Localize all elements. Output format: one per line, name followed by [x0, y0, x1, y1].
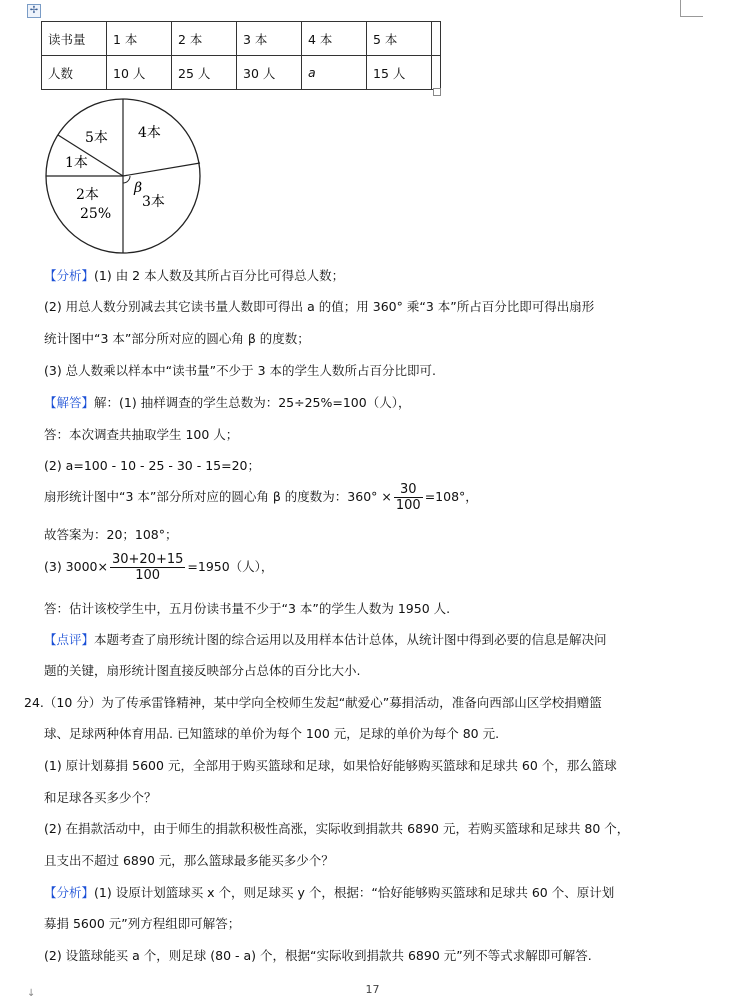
table-resize-handle[interactable]	[433, 88, 441, 96]
analysis-line-1	[44, 266, 344, 284]
question-24-analysis-line-2: 募捐 5600 元”列方程组即可解答；	[44, 916, 241, 931]
page-number: 17	[365, 983, 380, 996]
table-row	[42, 56, 441, 90]
solution-line-3: (2) a=100 - 10 - 25 - 30 - 15=20；	[44, 458, 261, 473]
pie-label-5ben: 5本	[85, 130, 108, 146]
table-cell: 30 人	[237, 56, 302, 90]
table-cell: 1 本	[107, 22, 172, 56]
question-24-line-6: 且支出不超过 6890 元，那么篮球最多能买多少个？	[44, 853, 334, 868]
table-move-handle-icon[interactable]: ✢	[27, 4, 41, 18]
pie-label-3ben: 3本	[142, 194, 165, 210]
table-cell: 读书量	[42, 22, 107, 56]
table-cell: 4 本	[302, 22, 367, 56]
fraction-numerator: 30	[394, 482, 423, 498]
analysis-text: (1) 设原计划篮球买 x 个，则足球买 y 个，根据：“恰好能够购买篮球和足球共 60 个、原计划	[94, 885, 615, 900]
fraction-numerator: 30+20+15	[111, 552, 184, 567]
pie-label-beta: β	[134, 180, 143, 196]
table-cell: 25 人	[172, 56, 237, 90]
table-cell: 2 本	[172, 22, 237, 56]
fraction	[110, 552, 185, 583]
table-cell: 15 人	[367, 56, 432, 90]
formula-prefix: 扇形统计图中“3 本”部分所对应的圆心角 β 的度数为：360° ×	[44, 489, 392, 504]
solution-line-5: 故答案为：20；108°；	[44, 527, 178, 542]
row-end-mark	[432, 22, 441, 56]
question-24-line-4: 和足球各买多少个？	[44, 790, 157, 805]
comment-tag: 【点评】	[44, 632, 95, 647]
table-cell: 5 本	[367, 22, 432, 56]
question-24-line-2: 球、足球两种体育用品. 已知篮球的单价为每个 100 元，足球的单价为每个 80 元.	[44, 726, 500, 741]
table-cell: 10 人	[107, 56, 172, 90]
pie-label-2ben: 2本	[76, 187, 99, 203]
solution-tag: 【解答】	[44, 395, 95, 410]
row-end-mark	[432, 56, 441, 90]
solution-line-7: 答：估计该校学生中，五月份读书量不少于“3 本”的学生人数为 1950 人.	[44, 601, 451, 616]
fraction	[394, 482, 423, 513]
formula-suffix: =108°，	[424, 489, 478, 504]
paragraph-mark: ↓	[27, 988, 36, 999]
solution-line-4	[44, 482, 478, 513]
question-24-line-1: 24.（10 分）为了传承雷锋精神，某中学向全校师生发起“献爱心”募捐活动，准备向西部山区学校捐赠篮	[24, 695, 602, 710]
question-24-analysis-line-1	[44, 883, 614, 901]
page-corner-mark	[680, 0, 703, 17]
table-cell: 3 本	[237, 22, 302, 56]
reading-stats-table	[41, 21, 441, 90]
comment-text: 本题考查了扇形统计图的综合运用以及用样本估计总体，从统计图中得到必要的信息是解决问	[94, 632, 607, 647]
question-24-analysis-line-3: (2) 设篮球能买 a 个，则足球 (80 - a) 个，根据“实际收到捐款共 6890 元”列不等式求解即可解答.	[44, 948, 592, 963]
pie-label-1ben: 1本	[65, 155, 88, 171]
fraction-denominator: 100	[135, 568, 161, 583]
solution-line-6	[44, 552, 273, 583]
formula-suffix: =1950（人），	[187, 559, 274, 574]
fraction-denominator: 100	[395, 498, 421, 513]
solution-text: 解：(1) 抽样调查的学生总数为：25÷25%=100（人），	[94, 395, 411, 410]
analysis-text: (1) 由 2 本人数及其所占百分比可得总人数；	[94, 268, 345, 283]
comment-line-1	[44, 630, 607, 648]
analysis-line-4: (3) 总人数乘以样本中“读书量”不少于 3 本的学生人数所占百分比即可.	[44, 363, 437, 378]
solution-line-2: 答：本次调查共抽取学生 100 人；	[44, 427, 239, 442]
pie-label-25pct: 25%	[80, 206, 112, 222]
comment-line-2: 题的关键，扇形统计图直接反映部分占总体的百分比大小.	[44, 663, 361, 678]
analysis-tag: 【分析】	[44, 885, 95, 900]
table-cell: a	[302, 56, 367, 90]
question-24-line-3: (1) 原计划募捐 5600 元，全部用于购买篮球和足球，如果恰好能够购买篮球和足球共 60 个，那么篮球	[44, 758, 617, 773]
pie-chart	[40, 96, 210, 256]
analysis-line-2: (2) 用总人数分别减去其它读书量人数即可得出 a 的值；用 360° 乘“3 本”所占百分比即可得出扇形	[44, 299, 595, 314]
question-24-line-5: (2) 在捐款活动中，由于师生的捐款积极性高涨，实际收到捐款共 6890 元，若购买篮球和足球共 80 个，	[44, 821, 630, 836]
formula-prefix: (3) 3000×	[44, 559, 108, 574]
pie-label-4ben: 4本	[138, 125, 161, 141]
table-row	[42, 22, 441, 56]
solution-line-1	[44, 393, 410, 411]
analysis-line-3: 统计图中“3 本”部分所对应的圆心角 β 的度数；	[44, 331, 310, 346]
analysis-tag: 【分析】	[44, 268, 95, 283]
table-cell: 人数	[42, 56, 107, 90]
